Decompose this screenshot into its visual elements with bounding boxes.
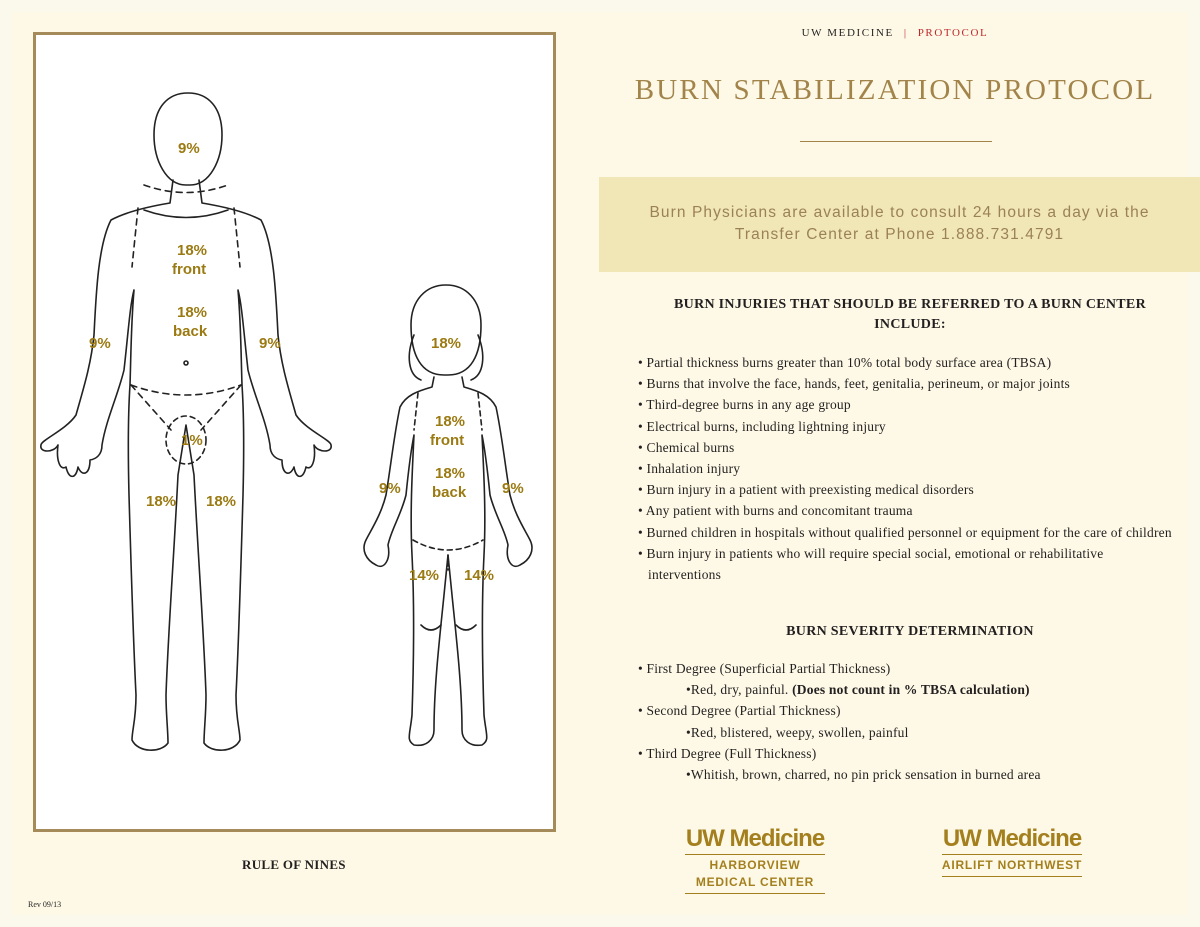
body-diagram <box>36 35 553 829</box>
adult-outline <box>41 93 331 750</box>
harborview-logo-rule-bottom <box>685 893 825 894</box>
child-outline <box>364 285 532 745</box>
adult-groin-percent: 1% <box>181 432 203 449</box>
severity-first-detail <box>638 679 1178 700</box>
severity-first-note: (Does not count in % TBSA calculation) <box>792 682 1030 698</box>
harborview-logo-rule <box>685 854 825 855</box>
severity-list <box>638 658 1178 785</box>
airlift-logo-rule <box>942 854 1082 855</box>
child-chest-label: front <box>430 432 465 449</box>
list-item: • Third-degree burns in any age group <box>638 397 851 413</box>
list-item: • Partial thickness burns greater than 10% total body surface area (TBSA) <box>638 355 1052 370</box>
list-item: • Burns that involve the face, hands, feet, genitalia, perineum, or major joints <box>638 376 1070 392</box>
severity-third-degree: • Third Degree (Full Thickness) <box>638 745 817 761</box>
harborview-logo-line2: MEDICAL CENTER <box>695 875 815 889</box>
child-head-percent: 18% <box>431 335 462 352</box>
adult-left-arm-percent: 9% <box>89 335 111 352</box>
child-chest-percent: 18% <box>435 413 466 430</box>
child-left-arm-percent: 9% <box>379 480 401 497</box>
list-item: • Any patient with burns and concomitant trauma <box>638 503 913 519</box>
section-label: PROTOCOL <box>917 27 989 39</box>
severity-third-detail: •Whitish, brown, charred, no pin prick sensation in burned area <box>686 767 1041 783</box>
airlift-logo-line1: AIRLIFT NORTHWEST <box>941 858 1083 872</box>
harborview-logo-name: UW Medicine <box>685 825 825 852</box>
list-item: • Electrical burns, including lightning injury <box>638 418 886 434</box>
airlift-logo-name: UW Medicine <box>942 825 1082 852</box>
figure-caption: RULE OF NINES <box>242 857 346 872</box>
adult-left-leg-percent: 18% <box>146 493 177 510</box>
adult-back-label: back <box>173 323 208 340</box>
harborview-logo-line1: HARBORVIEW <box>709 858 801 872</box>
page-title: BURN STABILIZATION PROTOCOL <box>634 74 1156 106</box>
list-item: • Burned children in hospitals without qualified personnel or equipment for the care of children <box>638 524 1172 540</box>
header-separator: | <box>903 27 908 39</box>
adult-back-percent: 18% <box>177 304 208 321</box>
adult-head-percent: 9% <box>178 140 200 157</box>
brand-label: UW MEDICINE <box>801 27 894 39</box>
list-item: • Burn injury in a patient with preexisting medical disorders <box>638 482 974 498</box>
title-divider <box>800 141 992 142</box>
severity-second-degree: • Second Degree (Partial Thickness) <box>638 703 841 719</box>
referral-heading: BURN INJURIES THAT SHOULD BE REFERRED TO A BURN CENTER INCLUDE: <box>674 297 1146 332</box>
airlift-logo-rule-bottom <box>942 876 1082 877</box>
adult-right-leg-percent: 18% <box>206 493 237 510</box>
referral-list <box>638 352 1178 585</box>
consult-banner <box>599 177 1200 272</box>
child-right-arm-percent: 9% <box>502 480 524 497</box>
child-back-label: back <box>432 484 467 501</box>
severity-second-detail: •Red, blistered, weepy, swollen, painful <box>686 724 909 740</box>
airlift-logo <box>937 826 1087 879</box>
harborview-logo <box>680 826 830 896</box>
child-back-percent: 18% <box>435 465 466 482</box>
list-item: • Chemical burns <box>638 439 735 455</box>
header-brand-line <box>600 27 1190 39</box>
list-item: • Inhalation injury <box>638 461 741 477</box>
consult-banner-text: Burn Physicians are available to consult 24 hours a day via the Transfer Center at Phone 1.888.731.4791 <box>649 204 1150 243</box>
child-left-leg-percent: 14% <box>409 567 440 584</box>
adult-chest-label: front <box>172 261 207 278</box>
adult-right-arm-percent: 9% <box>259 335 281 352</box>
severity-first-degree: • First Degree (Superficial Partial Thickness) <box>638 661 891 676</box>
child-right-leg-percent: 14% <box>464 567 495 584</box>
revision-note: Rev 09/13 <box>28 900 62 909</box>
list-item: • Burn injury in patients who will require special social, emotional or rehabilitative interventions <box>638 545 1104 583</box>
rule-of-nines-figure <box>33 32 556 832</box>
severity-heading: BURN SEVERITY DETERMINATION <box>786 624 1034 639</box>
severity-first-detail-text: •Red, dry, painful. <box>686 682 789 698</box>
adult-chest-percent: 18% <box>177 242 208 259</box>
